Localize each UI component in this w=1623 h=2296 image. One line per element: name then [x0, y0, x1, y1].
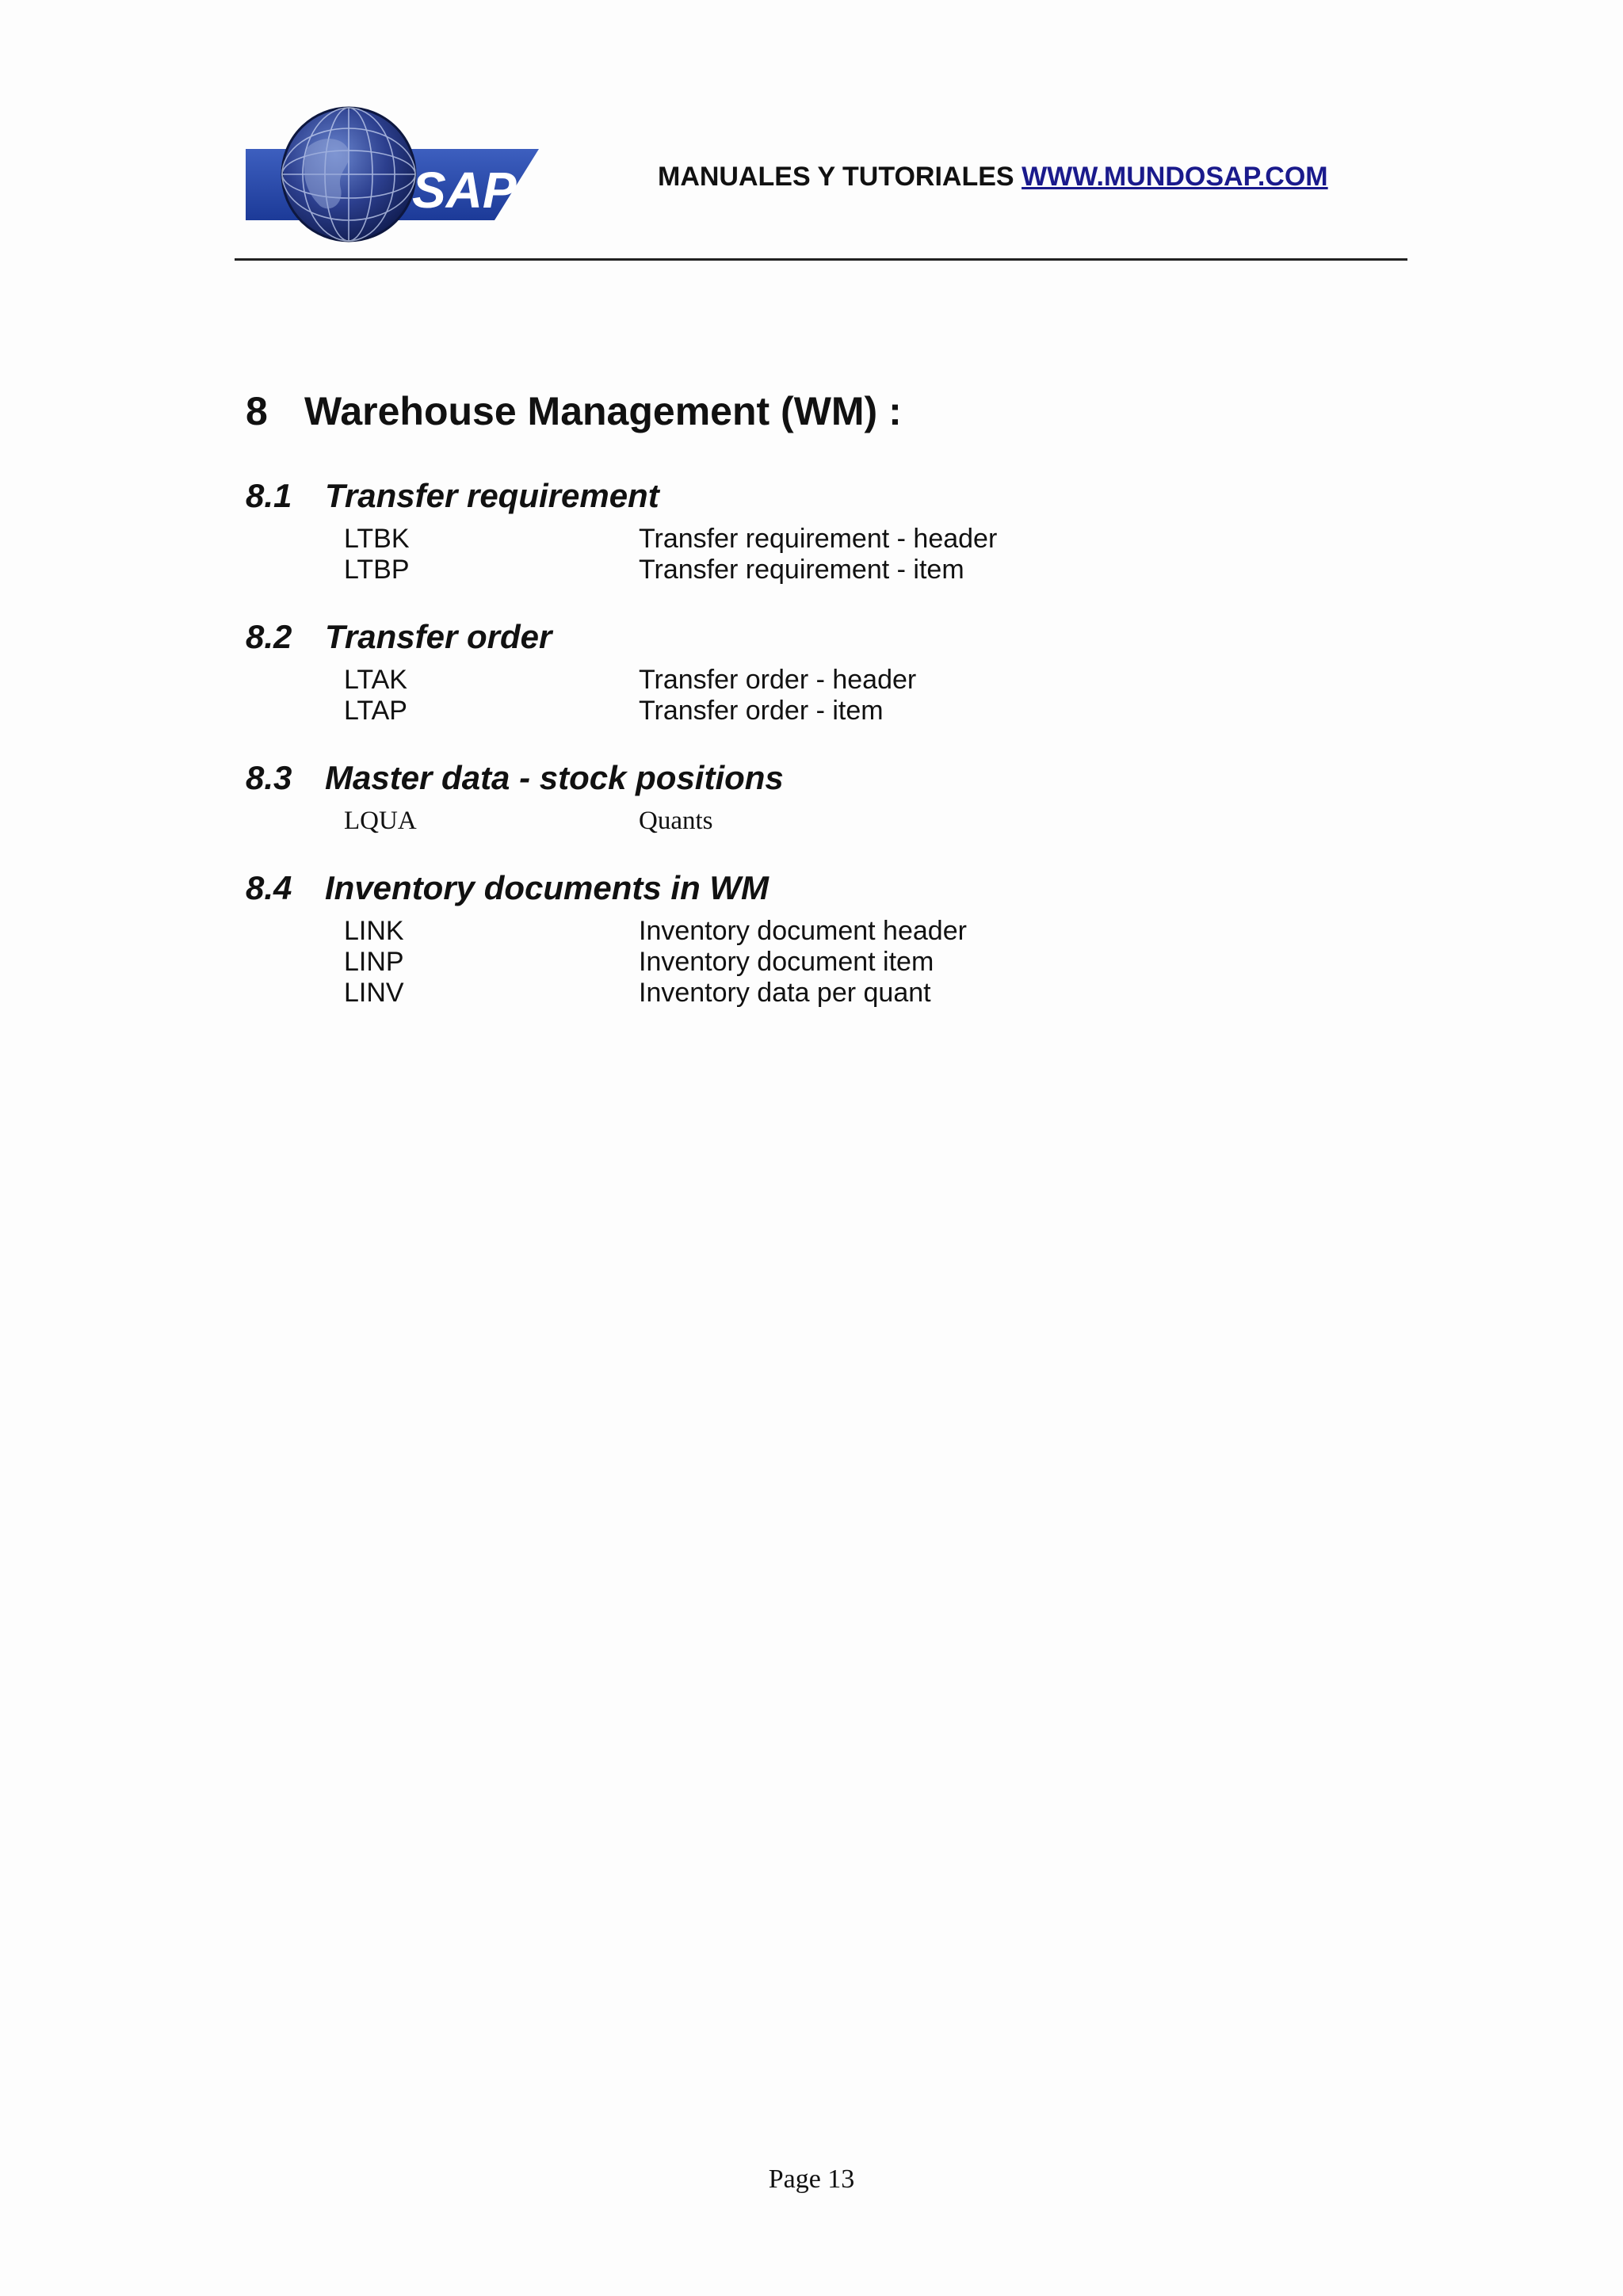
- table-code: LINV: [344, 978, 404, 1008]
- subsection-title: Transfer requirement: [325, 477, 659, 514]
- table-row: [344, 696, 884, 727]
- table-description: Transfer order - header: [639, 665, 917, 695]
- subsection-heading: [246, 869, 769, 907]
- table-row: [344, 916, 967, 947]
- section-number: 8: [246, 389, 268, 433]
- table-code: LTBK: [344, 524, 410, 554]
- subsection-number: 8.1: [246, 477, 292, 514]
- table-code: LINK: [344, 916, 404, 946]
- table-description: Transfer requirement - item: [639, 555, 964, 585]
- page-number: Page 13: [768, 2164, 855, 2194]
- table-row: [344, 665, 916, 696]
- table-row: [344, 807, 713, 836]
- table-row: [344, 978, 931, 1009]
- table-description: Transfer order - item: [639, 696, 884, 726]
- website-link[interactable]: WWW.MUNDOSAP.COM: [1022, 162, 1328, 192]
- subsection-heading: [246, 618, 552, 656]
- subsection-title: Master data - stock positions: [325, 759, 784, 796]
- subsection-title: Inventory documents in WM: [325, 869, 769, 906]
- table-code: LINP: [344, 947, 404, 977]
- subsection-number: 8.2: [246, 618, 292, 655]
- table-description: Inventory document item: [639, 947, 934, 977]
- section-heading: [246, 388, 902, 434]
- header-title: [658, 162, 1328, 193]
- table-description: Inventory document header: [639, 916, 967, 946]
- section-title: Warehouse Management (WM) :: [304, 389, 902, 433]
- table-code: LTBP: [344, 555, 410, 585]
- subsection-heading: [246, 477, 659, 515]
- subsection-heading: [246, 759, 784, 797]
- sap-logo: [242, 103, 544, 244]
- table-row: [344, 524, 997, 555]
- table-description: Inventory data per quant: [639, 978, 931, 1008]
- table-description: Transfer requirement - header: [639, 524, 998, 554]
- header-title-prefix: MANUALES Y TUTORIALES: [658, 162, 1022, 192]
- subsection-number: 8.3: [246, 759, 292, 796]
- table-code: LQUA: [344, 807, 417, 835]
- table-row: [344, 555, 964, 585]
- table-description: Quants: [639, 807, 713, 835]
- table-row: [344, 947, 934, 978]
- header-divider: [235, 258, 1407, 261]
- subsection-title: Transfer order: [325, 618, 552, 655]
- sap-logo-text: SAP: [412, 162, 517, 219]
- table-code: LTAK: [344, 665, 407, 695]
- subsection-number: 8.4: [246, 869, 292, 906]
- table-code: LTAP: [344, 696, 407, 726]
